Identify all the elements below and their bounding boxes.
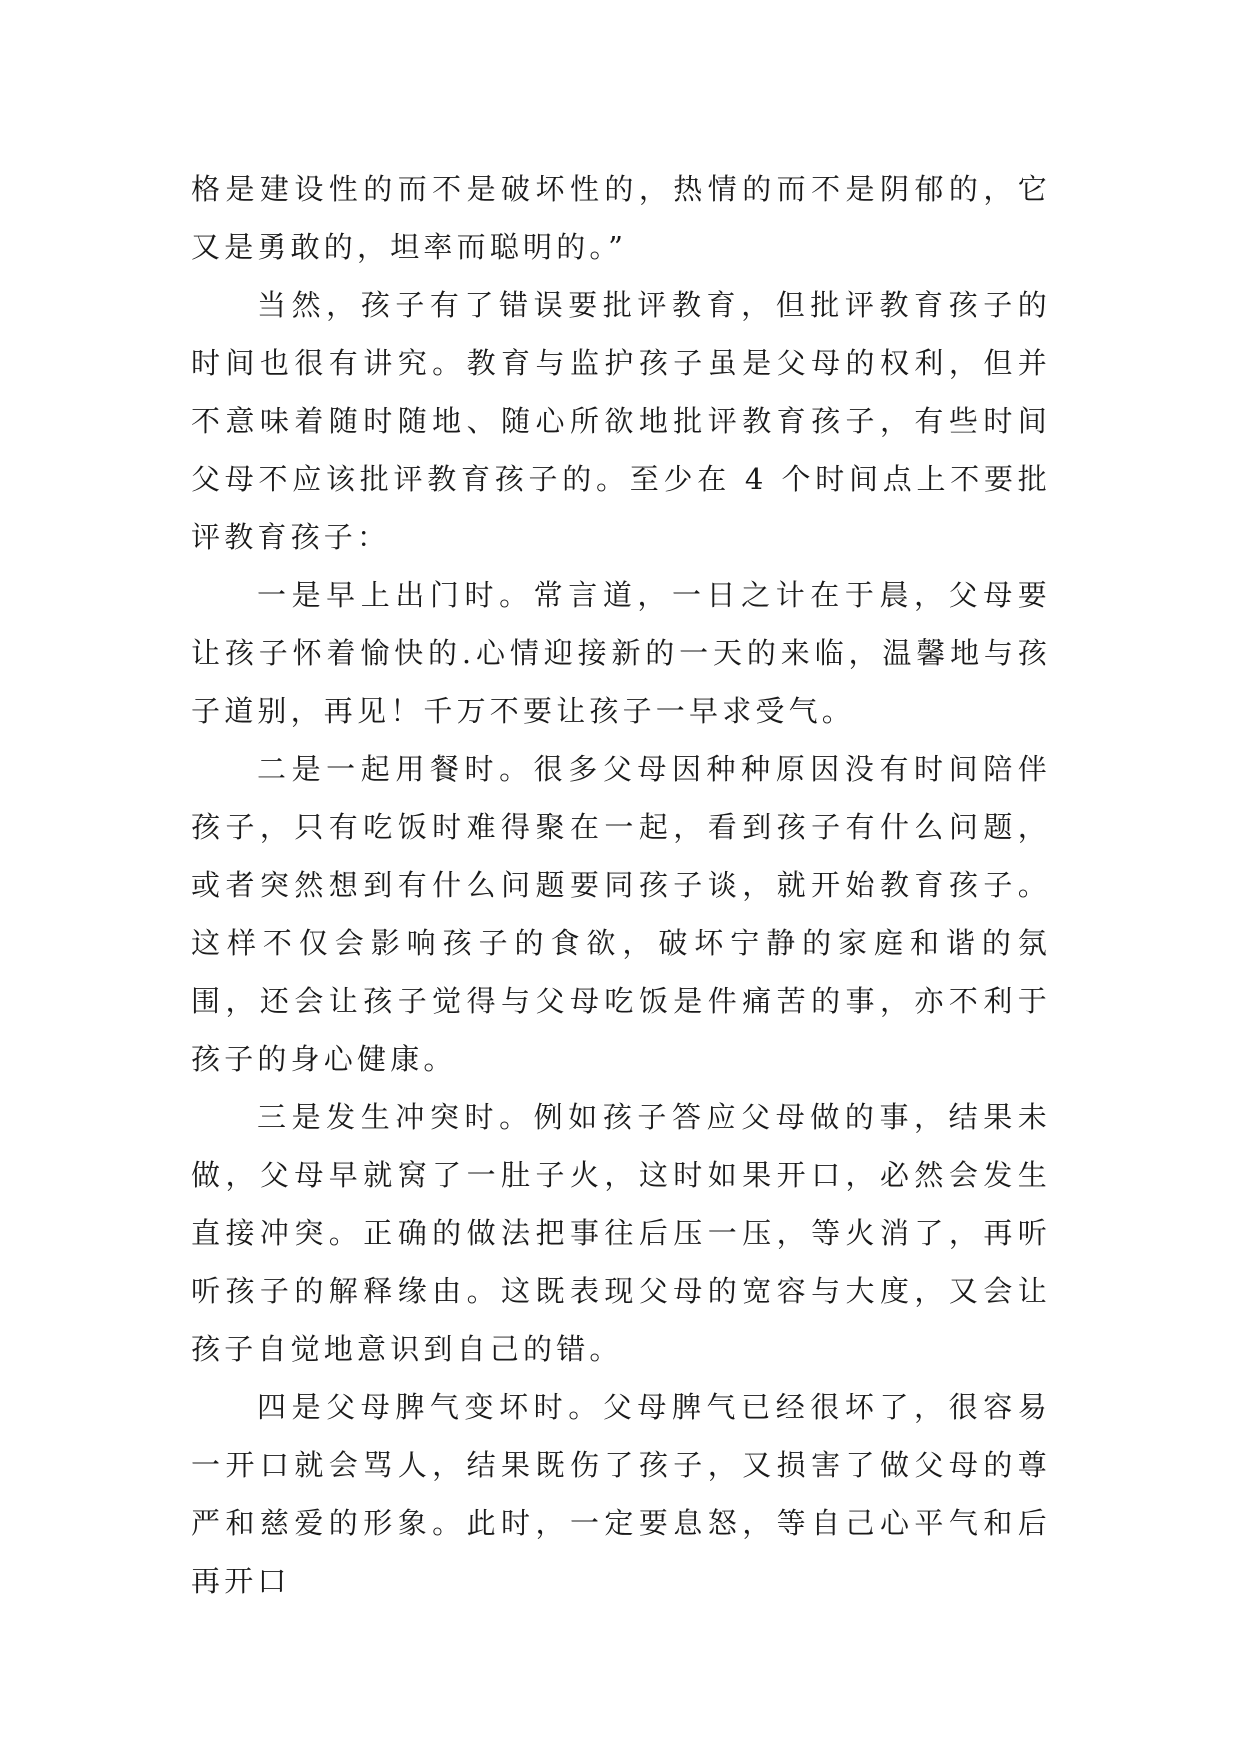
paragraph-4: 二是一起用餐时。很多父母因种种原因没有时间陪伴孩子，只有吃饭时难得聚在一起，看到孩子有什么问题，或者突然想到有什么问题要同孩子谈，就开始教育孩子。这样不仅会影响孩子的食欲，破坏宁静的家庭和谐的氛围，还会让孩子觉得与父母吃饭是件痛苦的事，亦不利于孩子的身心健康。 [191,752,1051,1076]
paragraph-2: 当然，孩子有了错误要批评教育，但批评教育孩子的时间也很有讲究。教育与监护孩子虽是父母的权利，但并不意味着随时随地、随心所欲地批评教育孩子，有些时间父母不应该批评教育孩子的。至少在 4 个时间点上不要批评教育孩子： [191,288,1051,554]
paragraph-3: 一是早上出门时。常言道，一日之计在于晨，父母要让孩子怀着愉快的.心情迎接新的一天的来临，温馨地与孩子道别，再见！千万不要让孩子一早求受气。 [191,578,1051,728]
paragraph-6: 四是父母脾气变坏时。父母脾气已经很坏了，很容易一开口就会骂人，结果既伤了孩子，又损害了做父母的尊严和慈爱的形象。此时，一定要息怒，等自己心平气和后再开口 [191,1390,1051,1598]
body-text [191,160,1051,1610]
paragraph-1: 格是建设性的而不是破坏性的，热情的而不是阴郁的，它又是勇敢的，坦率而聪明的。” [191,172,1051,264]
paragraph-5: 三是发生冲突时。例如孩子答应父母做的事，结果未做，父母早就窝了一肚子火，这时如果开口，必然会发生直接冲突。正确的做法把事往后压一压，等火消了，再听听孩子的解释缘由。这既表现父母的宽容与大度，又会让孩子自觉地意识到自己的错。 [191,1100,1051,1366]
